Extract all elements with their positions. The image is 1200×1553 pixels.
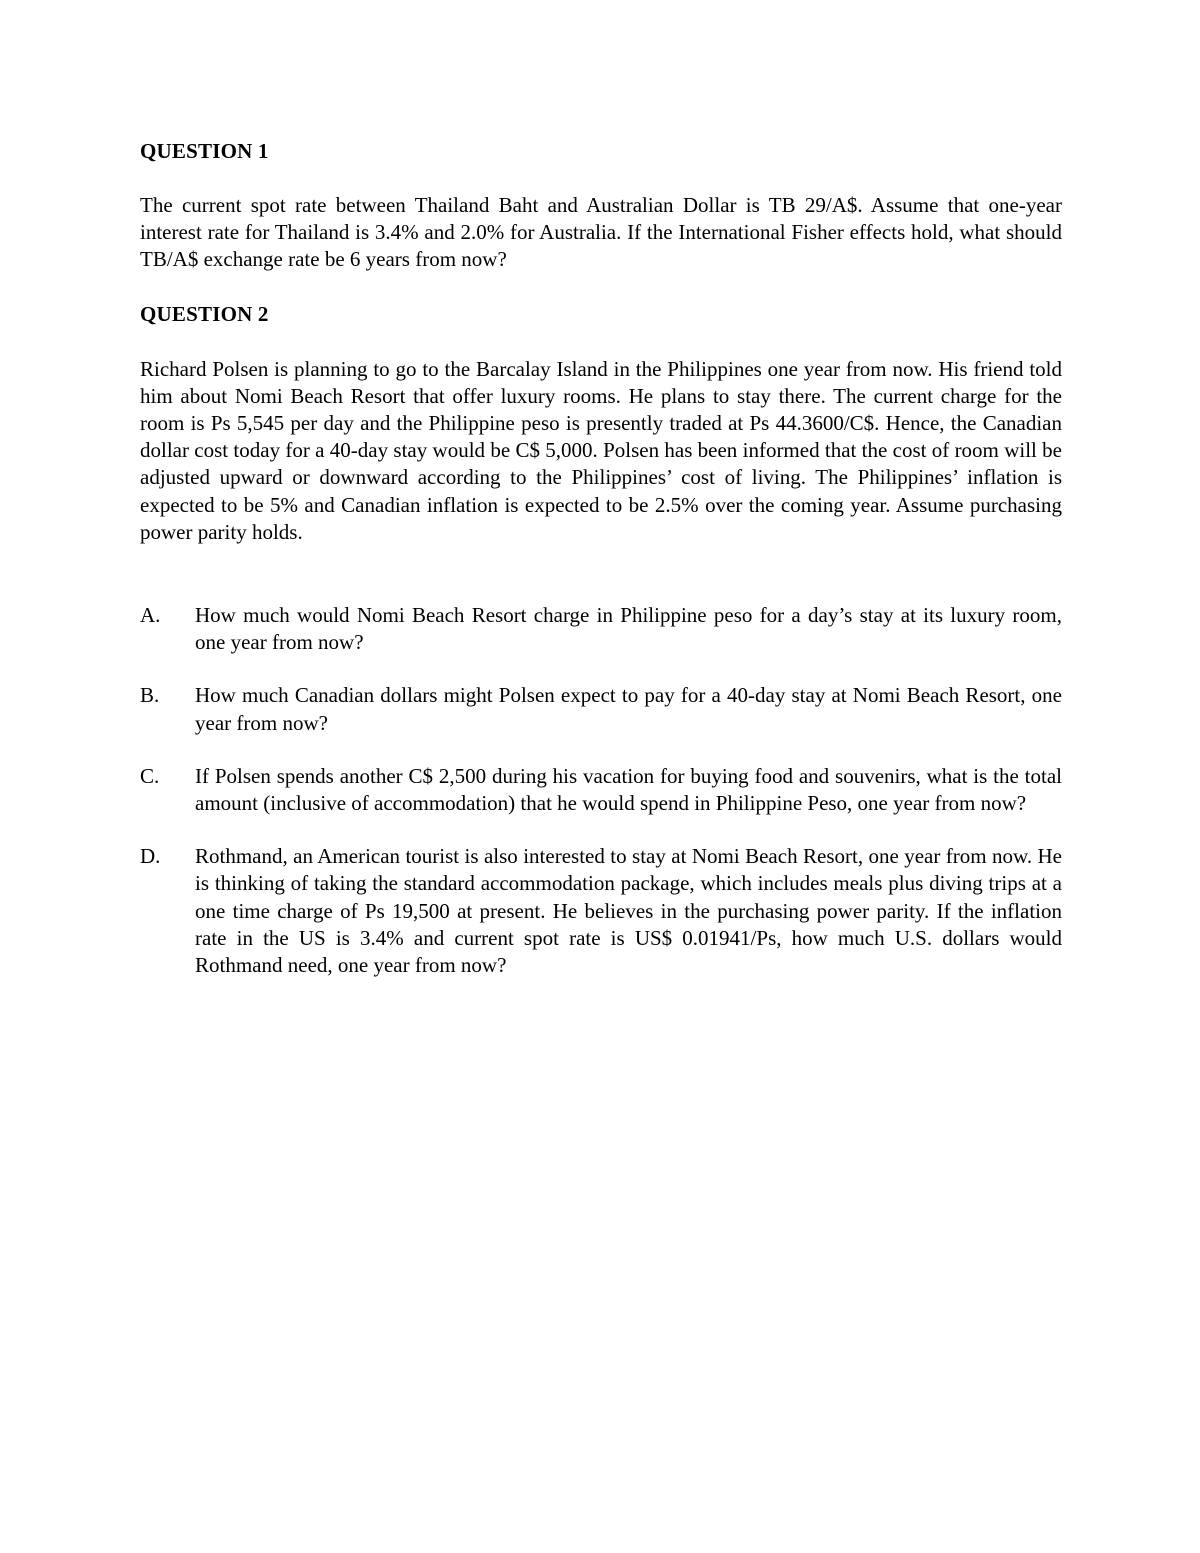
question-1-text: The current spot rate between Thailand Baht and Australian Dollar is TB 29/A$. Assume that one-year interest rate for Thailand is 3.4% and 2.0% for Australia. If the International Fisher effects hold, what should TB/A$ exchange rate be 6 years from now?	[140, 193, 1062, 272]
part-text: If Polsen spends another C$ 2,500 during his vacation for buying food and souvenirs, what is the total amount (inclusive of accommodation) that he would spend in Philippine Peso, one year from now?	[195, 763, 1062, 816]
part-text: How much would Nomi Beach Resort charge in Philippine peso for a day’s stay at its luxury room, one year from now?	[195, 603, 1062, 655]
question-2-part-a	[140, 602, 1062, 656]
part-text: How much Canadian dollars might Polsen expect to pay for a 40-day stay at Nomi Beach Resort, one year from now?	[195, 683, 1062, 735]
part-letter: C.	[140, 763, 160, 788]
question-2-part-d	[140, 843, 1062, 979]
part-letter: B.	[140, 683, 160, 708]
question-2-text: Richard Polsen is planning to go to the Barcalay Island in the Philippines one year from now. His friend told him about Nomi Beach Resort that offer luxury rooms. He plans to stay there. The current charge for the room is Ps 5,545 per day and the Philippine peso is presently traded at Ps 44.3600/C$. Hence, the Canadian dollar cost today for a 40-day stay would be C$ 5,000. Polsen has been informed that the cost of room will be adjusted upward or downward according to the Philippines’ cost of living. The Philippines’ inflation is expected to be 5% and Canadian inflation is expected to be 2.5% over the coming year. Assume purchasing power parity holds.	[140, 356, 1062, 544]
question-1-heading: QUESTION 1	[140, 139, 269, 163]
question-2-part-b	[140, 682, 1062, 736]
part-letter: D.	[140, 844, 161, 869]
question-2-part-c	[140, 763, 1062, 817]
question-2-parts-list	[140, 602, 1062, 979]
document-content	[140, 138, 1062, 1005]
question-2-heading: QUESTION 2	[140, 301, 269, 326]
part-text: Rothmand, an American tourist is also interested to stay at Nomi Beach Resort, one year from now. He is thinking of taking the standard accommodation package, which includes meals plus diving trips at a one time charge of Ps 19,500 at present. He believes in the purchasing power parity. If the inflation rate in the US is 3.4% and current spot rate is US$ 0.01941/Ps, how much U.S. dollars would Rothmand need, one year from now?	[195, 844, 1062, 978]
part-letter: A.	[140, 603, 161, 628]
